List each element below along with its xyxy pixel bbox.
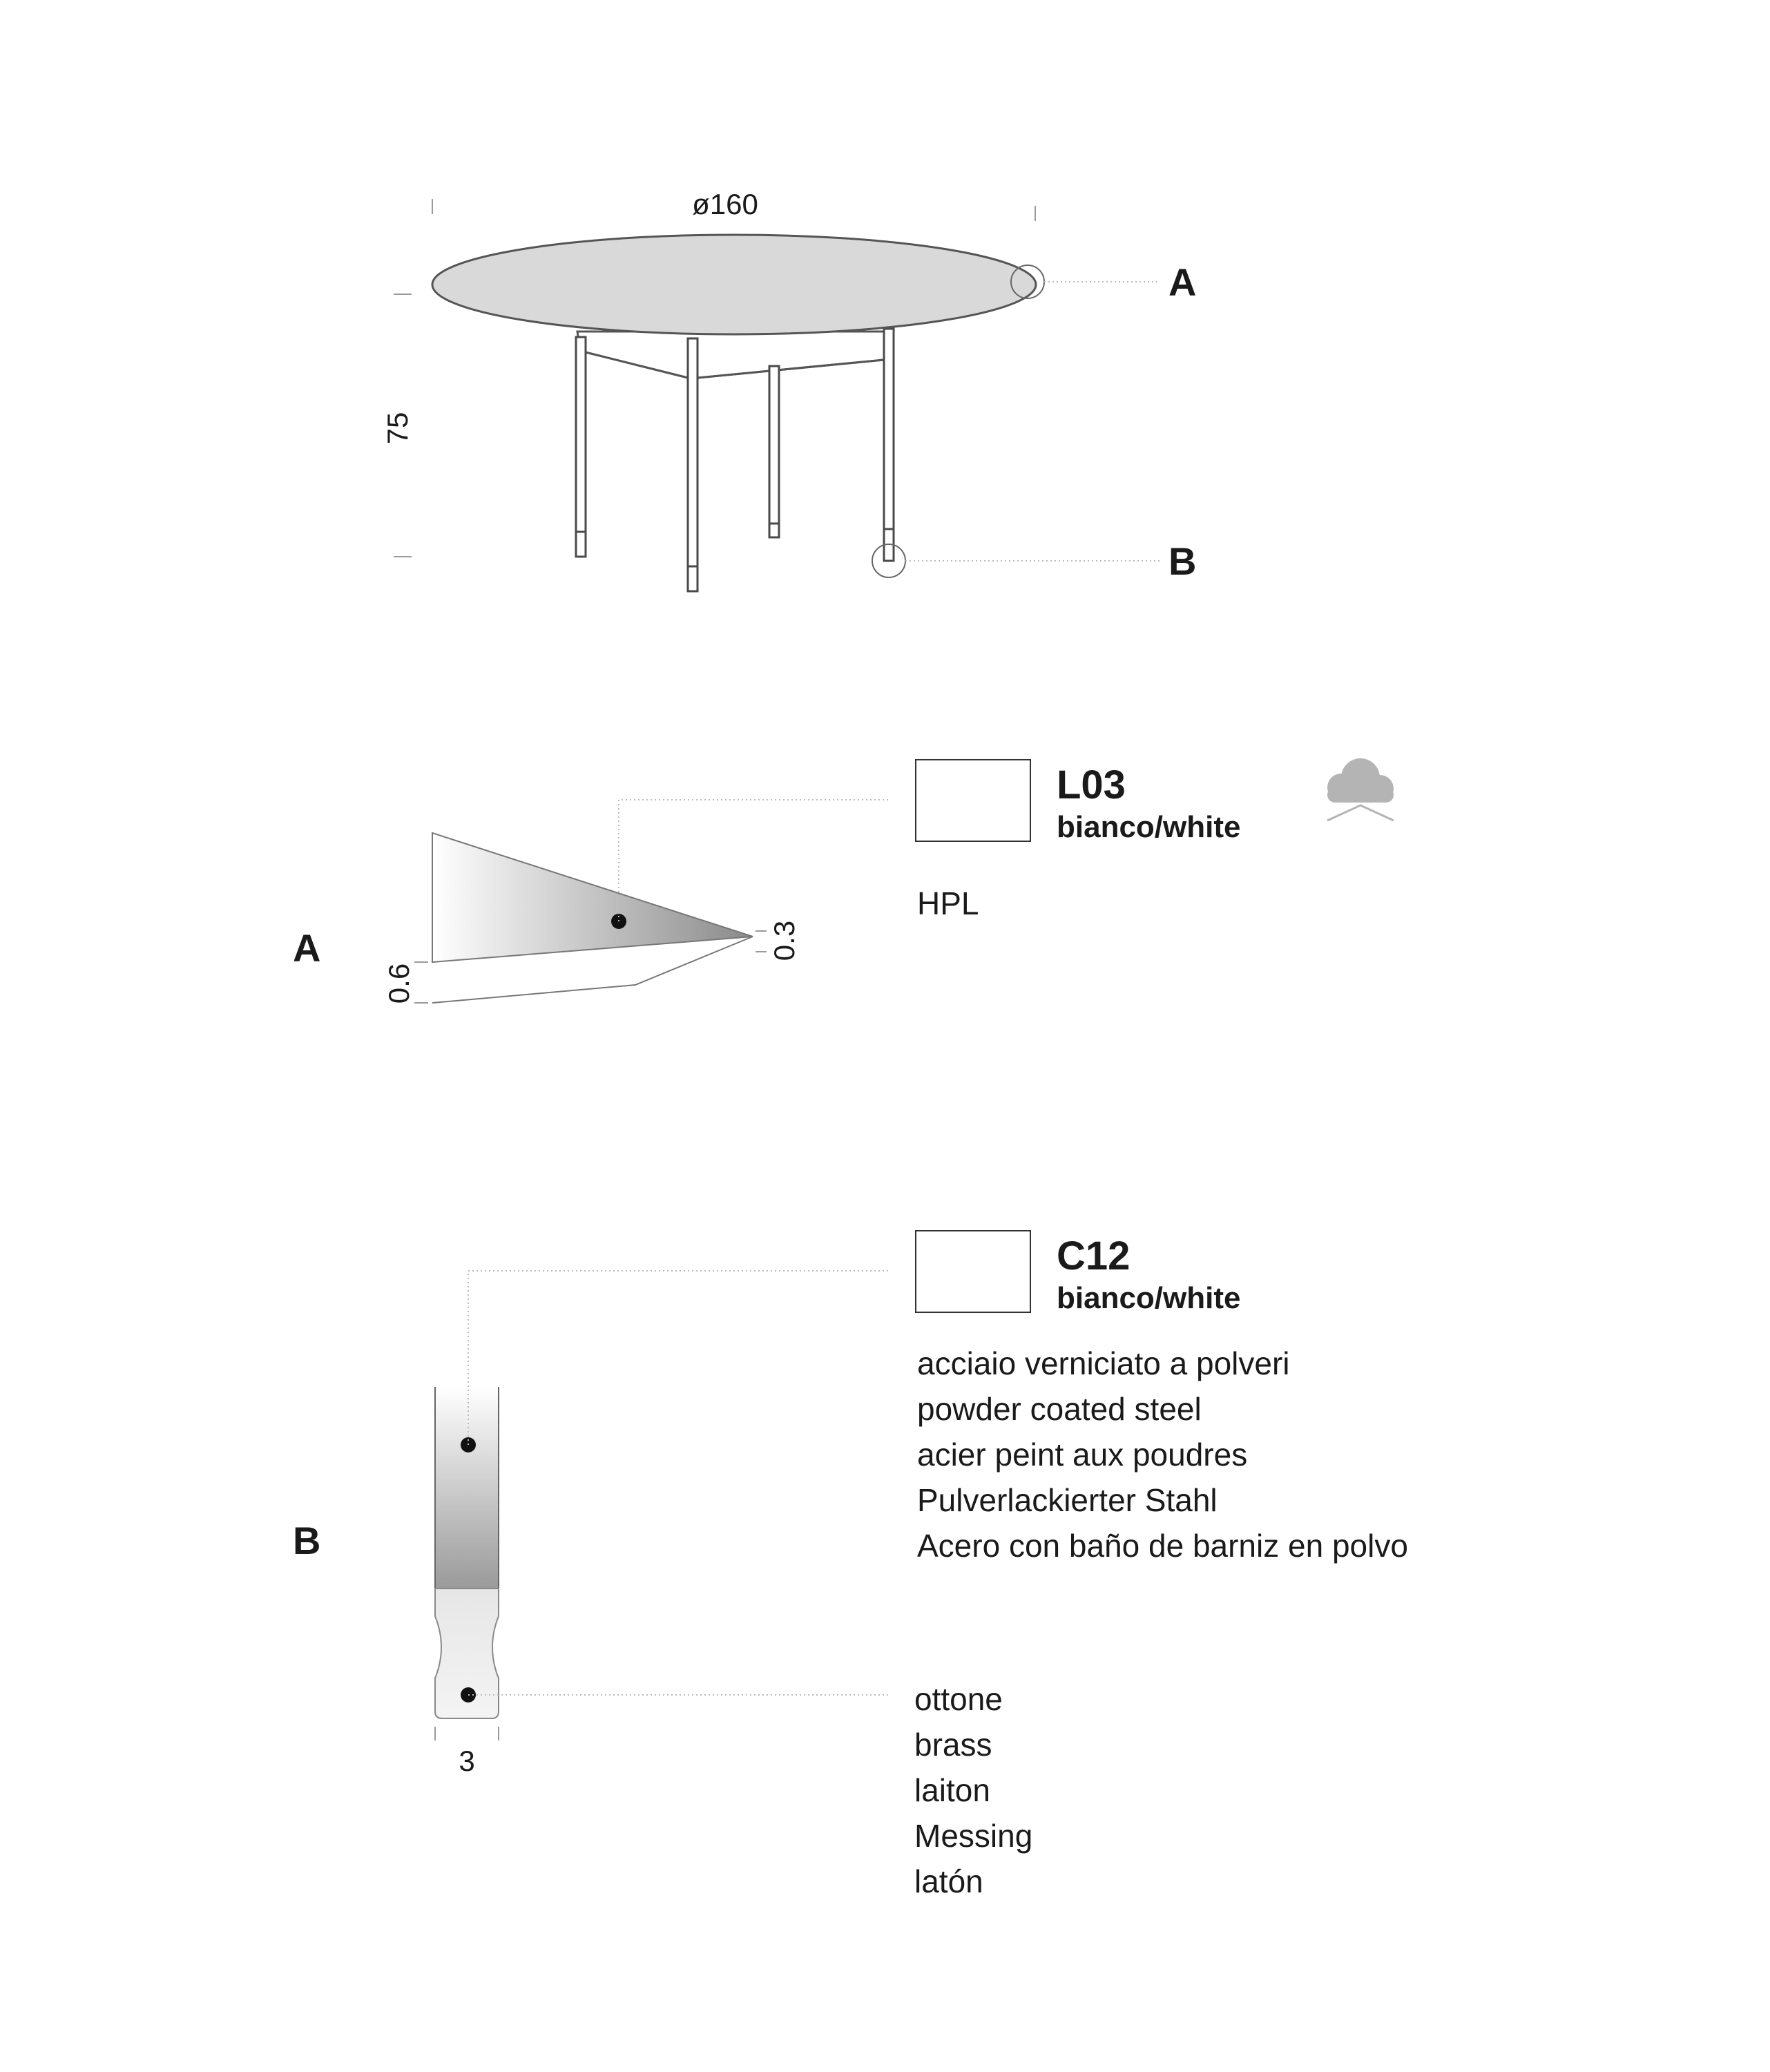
detail-b-finish-color: bianco/white [1057, 1281, 1241, 1315]
brass-material-de: Messing [914, 1818, 1033, 1854]
detail-a-finish-code: L03 [1057, 762, 1126, 807]
detail-b-steel-leader [468, 1271, 891, 1445]
height-label: 75 [381, 412, 414, 445]
steel-material-de: Pulverlackierter Stahl [917, 1482, 1218, 1518]
table-leg-back-right [769, 366, 779, 524]
cloud-outdoor-icon [1327, 758, 1394, 821]
detail-b-finish-code: C12 [1057, 1234, 1131, 1278]
brass-material-es: latón [914, 1863, 983, 1899]
detail-a-top-profile [432, 833, 753, 962]
table-top [432, 235, 1036, 334]
detail-a-dim-right: 0.3 [768, 920, 800, 961]
callout-label-b: B [1168, 539, 1197, 583]
table-leg-front-left [688, 338, 698, 566]
steel-material-fr: acier peint aux poudres [917, 1437, 1248, 1473]
table-drawing [381, 188, 1196, 591]
detail-b [293, 1231, 1408, 1899]
table-leg-back-left-foot [576, 532, 586, 557]
detail-a-finish-color: bianco/white [1057, 810, 1241, 844]
detail-a-label: A [293, 926, 321, 970]
steel-material-it: acciaio verniciato a polveri [917, 1345, 1290, 1381]
detail-b-label: B [293, 1519, 321, 1562]
steel-material-en: powder coated steel [917, 1391, 1202, 1427]
diameter-label: ø160 [692, 188, 758, 220]
detail-a [293, 758, 1394, 1004]
steel-material-es: Acero con baño de barniz en polvo [917, 1528, 1408, 1564]
table-leg-back-left [576, 337, 586, 532]
brass-material-fr: laiton [914, 1772, 990, 1808]
detail-a-material: HPL [917, 885, 979, 921]
detail-b-swatch [916, 1231, 1030, 1312]
detail-a-leader [619, 800, 891, 921]
table-leg-front-left-foot [688, 566, 698, 591]
detail-a-swatch [916, 760, 1030, 841]
detail-b-dim-width: 3 [459, 1745, 475, 1777]
table-leg-back-right-foot [769, 524, 779, 537]
callout-label-a: A [1168, 260, 1197, 304]
brass-material-en: brass [914, 1727, 992, 1763]
table-leg-front-right [884, 329, 894, 529]
detail-b-steel-section [435, 1387, 499, 1589]
brass-material-it: ottone [914, 1681, 1003, 1717]
table-apron [577, 332, 894, 378]
detail-a-dim-left: 0.6 [383, 963, 415, 1004]
